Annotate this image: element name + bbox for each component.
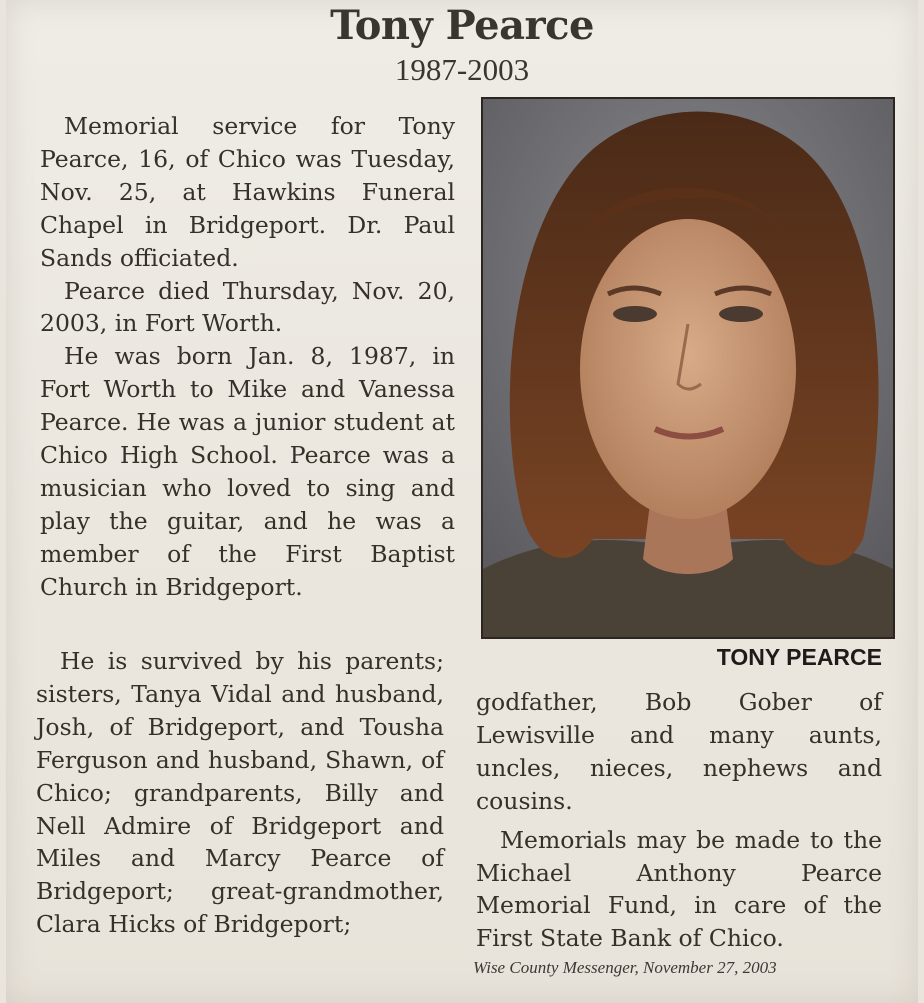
source-credit: Wise County Messenger, November 27, 2003 <box>473 958 777 977</box>
obituary-column-right <box>476 686 882 955</box>
photo-caption: TONY PEARCE <box>716 644 882 670</box>
survivors-continued: godfather, Bob Gober of Lewisville and many aunts, uncles, nieces, nephews and cousins. <box>476 688 882 815</box>
service-paragraph: Memorial service for Tony Pearce, 16, of Chico was Tuesday, Nov. 25, at Hawkins Funeral Chapel in Bridgeport. Dr. Paul Sands officiated. <box>40 112 455 272</box>
obituary-dates: 1987-2003 <box>394 52 530 87</box>
death-paragraph: Pearce died Thursday, Nov. 20, 2003, in Fort Worth. <box>40 276 455 338</box>
portrait-image <box>483 99 893 637</box>
biography-paragraph: He was born Jan. 8, 1987, in Fort Worth to Mike and Vanessa Pearce. He was a junior student at Chico High School. Pearce was a musician who loved to sing and play the guitar, and he was a member of the First Baptist Church in Bridgeport. <box>40 342 455 601</box>
obituary-column-left <box>40 110 455 604</box>
obituary-column-left-lower <box>36 645 444 941</box>
portrait-photo <box>481 97 895 639</box>
memorials-paragraph: Memorials may be made to the Michael Anthony Pearce Memorial Fund, in care of the First State Bank of Chico. <box>476 825 882 953</box>
obituary-name: Tony Pearce <box>330 2 594 49</box>
survivors-paragraph: He is survived by his parents; sisters, Tanya Vidal and husband, Josh, of Bridgeport, and Tousha Ferguson and husband, Shawn, of Chico; grandparents, Billy and Nell Admire of Bridgeport and Miles and Marcy Pearce of Bridgeport; great-grandmother, Clara Hicks of Bridgeport; <box>36 647 444 939</box>
